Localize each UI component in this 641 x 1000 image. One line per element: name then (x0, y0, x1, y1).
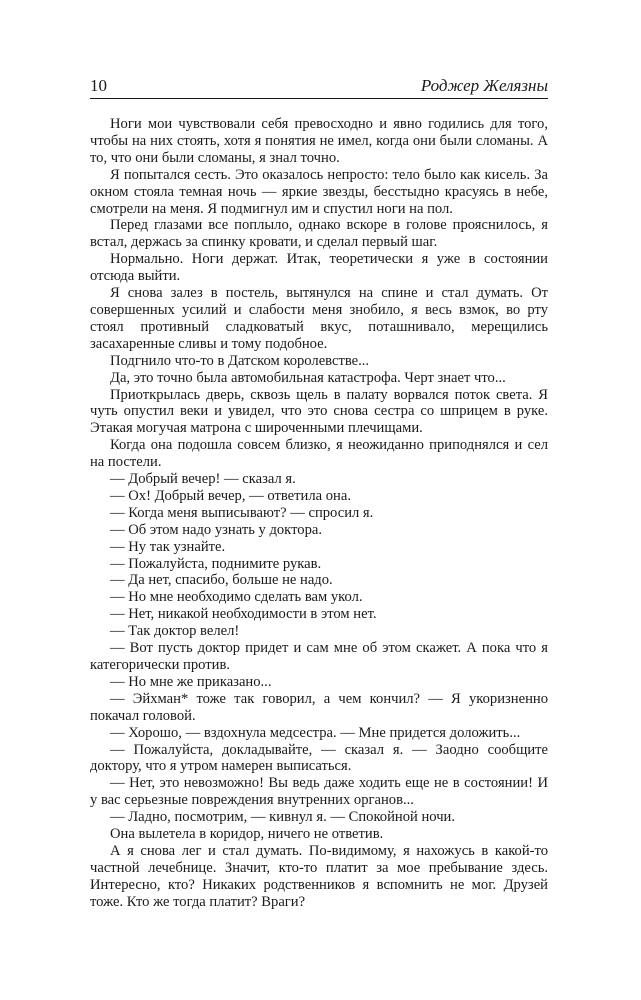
dialogue-line: — Да нет, спасибо, больше не надо. (110, 572, 333, 589)
dialogue-line: — Ох! Добрый вечер, — ответила она. (110, 487, 351, 504)
paragraph: Она вылетела в коридор, ничего не ответив. (110, 826, 384, 843)
paragraph: Перед глазами все поплыло, однако вскоре в голове прояснилось, я встал, держась за спинку кровати, и сделал первый шаг. (90, 217, 548, 251)
paragraph: Подгнило что-то в Датском королевстве... (110, 352, 370, 369)
dialogue-line: — Нет, никакой необходимости в этом нет. (110, 606, 377, 623)
dialogue-line: — Об этом надо узнать у доктора. (110, 521, 322, 538)
dialogue-line: — Ладно, посмотрим, — кивнул я. — Спокойной ночи. (110, 809, 455, 826)
dialogue-line: — Вот пусть доктор придет и сам мне об этом скажет. А пока что я категорически против. (90, 640, 548, 673)
page-number: 10 (90, 76, 107, 95)
paragraph: А я снова лег и стал думать. По-видимому, я нахожусь в какой-то частной лечебнице. Значит, кто-то платит за мое пребывание здесь. Интересно, кто? Никаких родственников я вспомнить не мог. Друзей тоже. Кто же тогда платит? Враги? (90, 842, 548, 910)
paragraph: Да, это точно была автомобильная катастрофа. Черт знает что... (110, 369, 506, 386)
paragraph: Ноги мои чувствовали себя превосходно и явно годились для того, чтобы на них стоять, хотя я понятия не имел, когда они были сломаны. А то, что они были сломаны, я знал точно. (90, 116, 548, 166)
dialogue-line: — Когда меня выписывают? — спросил я. (110, 504, 374, 521)
dialogue-line: — Добрый вечер! — сказал я. (110, 471, 296, 488)
dialogue-line: — Но мне же приказано... (110, 673, 272, 690)
dialogue-line: — Эйхман* тоже так говорил, а чем кончил? — Я укоризненно покачал головой. (90, 690, 548, 724)
dialogue-line: — Хорошо, — вздохнула медсестра. — Мне придется доложить... (110, 724, 521, 741)
paragraph: Когда она подошла совсем близко, я неожиданно приподнялся и сел на постели. (90, 437, 548, 471)
dialogue-line: — Но мне необходимо сделать вам укол. (110, 589, 363, 606)
dialogue-line: — Нет, это невозможно! Вы ведь даже ходить еще не в состоянии! И у вас серьезные повреждения внутренних органов... (90, 775, 548, 809)
running-title: Роджер Желязны (420, 76, 548, 95)
paragraph: Приоткрылась дверь, сквозь щель в палату ворвался поток света. Я чуть опустил веки и увидел, что это снова сестра со шприцем в руке. Этакая могучая матрона с широченными плечищами. (90, 386, 548, 437)
dialogue-line: — Пожалуйста, докладывайте, — сказал я. — Заодно сообщите доктору, что я утром намерен выписаться. (90, 741, 548, 775)
dialogue-line: — Ну так узнайте. (110, 538, 226, 555)
dialogue-line: — Так доктор велел! (110, 623, 240, 640)
paragraph: Нормально. Ноги держат. Итак, теоретически я уже в состоянии отсюда выйти. (90, 251, 548, 285)
paragraph: Я попытался сесть. Это оказалось непросто: тело было как кисель. За окном стояла темная ночь — яркие звезды, бесстыдно красуясь в небе, смотрели на меня. Я подмигнул им и спустил ноги на пол. (90, 166, 548, 217)
dialogue-line: — Пожалуйста, поднимите рукав. (110, 555, 322, 572)
paragraph: Я снова залез в постель, вытянулся на спине и стал думать. От совершенных усилий и слабости меня знобило, я весь взмок, во рту стоял противный сладковатый вкус, поташнивало, мерещились засахаренные сливы и тому подобное. (90, 285, 548, 352)
body-text (90, 116, 548, 911)
page-header (90, 74, 548, 99)
